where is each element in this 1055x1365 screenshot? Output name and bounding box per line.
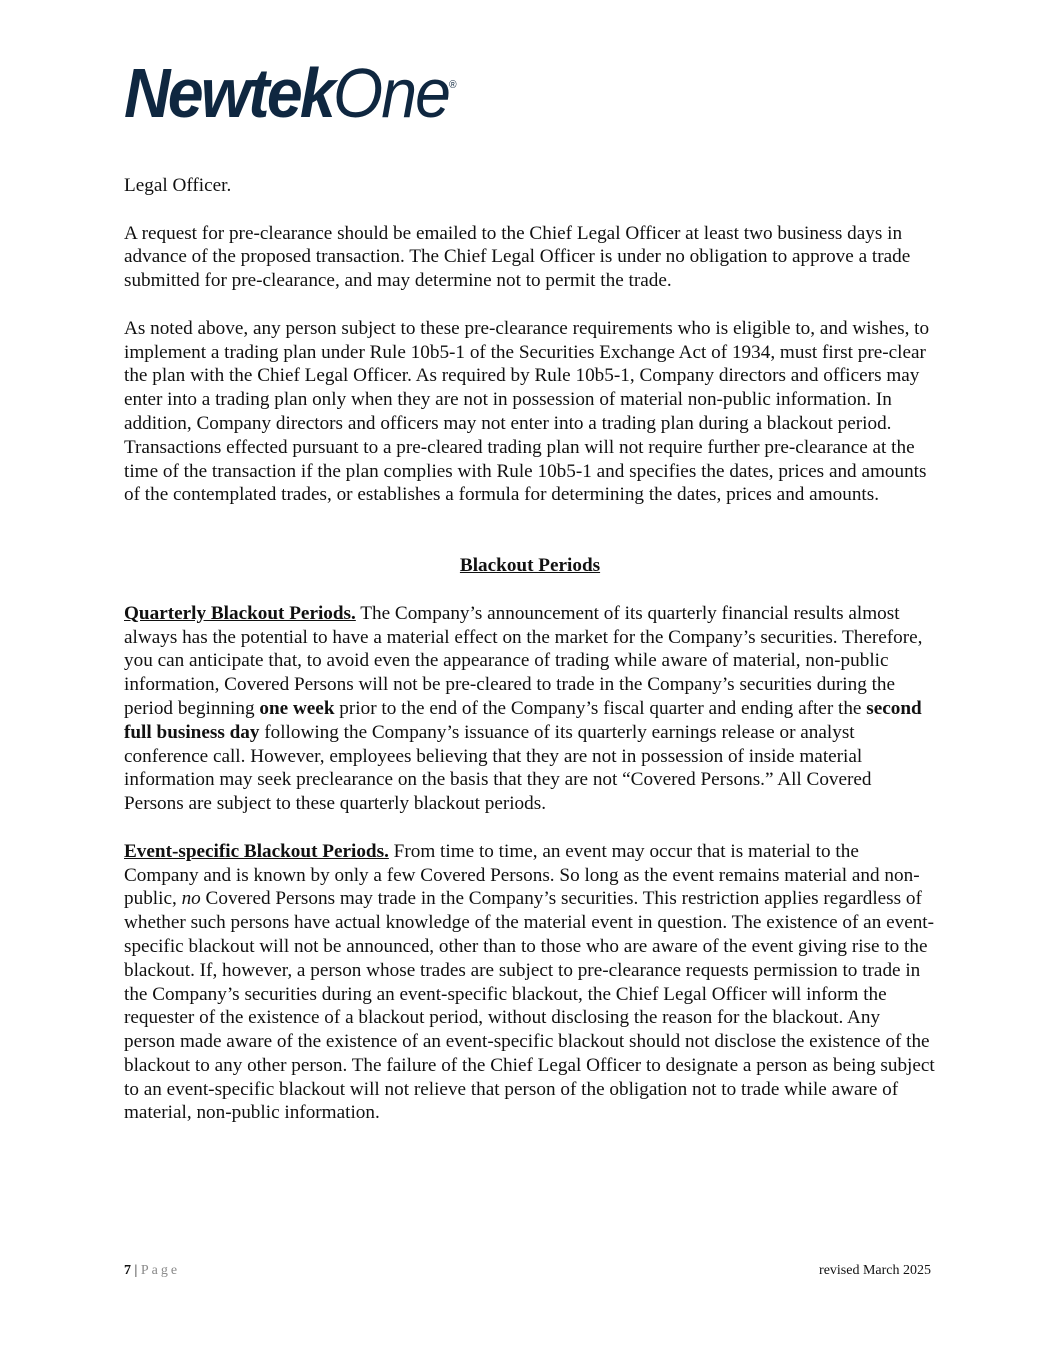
quarterly-text-2: prior to the end of the Company’s fiscal quarter and ending after the — [334, 697, 867, 719]
page-number: 7 — [124, 1263, 131, 1278]
quarterly-bold-one-week: one week — [259, 697, 335, 719]
quarterly-bold-business-day: second full business day — [124, 697, 922, 743]
quarterly-lead-heading: Quarterly Blackout Periods. — [124, 602, 356, 624]
logo-newtek: Newtek — [124, 54, 333, 132]
event-italic-no: no — [181, 888, 201, 910]
page-label: Page — [140, 1263, 181, 1278]
quarterly-text-1: The Company’s announcement of its quarterly financial results almost always has the potential to have a material effect on the market for the Company’s securities. Therefore, you can anticipate that, to avoid even the appearance of trading while aware of material, non-public information, Covered Persons will not be pre-cleared to trade in the Company’s securities during the period beginning — [124, 602, 923, 719]
quarterly-text-3: following the Company’s issuance of its quarterly earnings release or analyst conference call. However, employees believing that they are not in possession of inside material information may seek preclearance on the basis that they are not “Covered Persons.” All Covered Persons are subject to these quarterly blackout periods. — [124, 721, 872, 815]
paragraph-preclearance-request: A request for pre-clearance should be emailed to the Chief Legal Officer at least two business days in advance of the proposed transaction. The Chief Legal Officer is under no obligation to approve a trade submitted for pre-clearance, and may determine not to permit the trade. — [124, 222, 911, 292]
logo-registered-mark: ® — [449, 79, 457, 91]
section-title-blackout-periods: Blackout Periods — [459, 555, 601, 577]
logo-one: One — [332, 54, 450, 132]
document-body — [124, 174, 936, 1149]
event-lead-heading: Event-specific Blackout Periods. — [124, 840, 389, 862]
paragraph-trading-plan: As noted above, any person subject to these pre-clearance requirements who is eligible to, and wishes, to implement a trading plan under Rule 10b5-1 of the Securities Exchange Act of 1934, must first pre-clear the plan with the Chief Legal Officer. As required by Rule 10b5-1, Company directors and officers may enter into a trading plan only when they are not in possession of material non-public information. In addition, Company directors and officers may not enter into a trading plan during a blackout period. Transactions effected pursuant to a pre-cleared trading plan will not require further pre-clearance at the time of the transaction if the plan complies with Rule 10b5-1 and specifies the dates, prices and amounts of the contemplated trades, or establishes a formula for determining the dates, prices and amounts. — [124, 317, 930, 506]
newtekone-logo — [124, 54, 457, 132]
paragraph-quarterly-blackout — [124, 602, 936, 816]
paragraph-legal-officer: Legal Officer. — [124, 175, 232, 196]
page-separator: | — [131, 1263, 141, 1278]
revision-date: revised March 2025 — [819, 1263, 931, 1278]
page-footer — [124, 1262, 931, 1280]
paragraph-event-blackout — [124, 840, 936, 1126]
event-text-2: Covered Persons may trade in the Company’s securities. This restriction applies regardless of whether such persons have actual knowledge of the material event in question. The existence of an event-specific blackout will not be announced, other than to those who are aware of the event giving rise to the blackout. If, however, a person whose trades are subject to pre-clearance requests permission to trade in the Company’s securities during an event-specific blackout, the Chief Legal Officer will inform the requester of the existence of a blackout period, without disclosing the reason for the blackout. Any person made aware of the existence of an event-specific blackout should not disclose the existence of the blackout to any other person. The failure of the Chief Legal Officer to designate a person as being subject to an event-specific blackout will not relieve that person of the obligation not to trade while aware of material, non-public information. — [124, 888, 935, 1124]
event-text-1: From time to time, an event may occur that is material to the Company and is known by only a few Covered Persons. So long as the event remains material and non-public, — [124, 840, 920, 910]
